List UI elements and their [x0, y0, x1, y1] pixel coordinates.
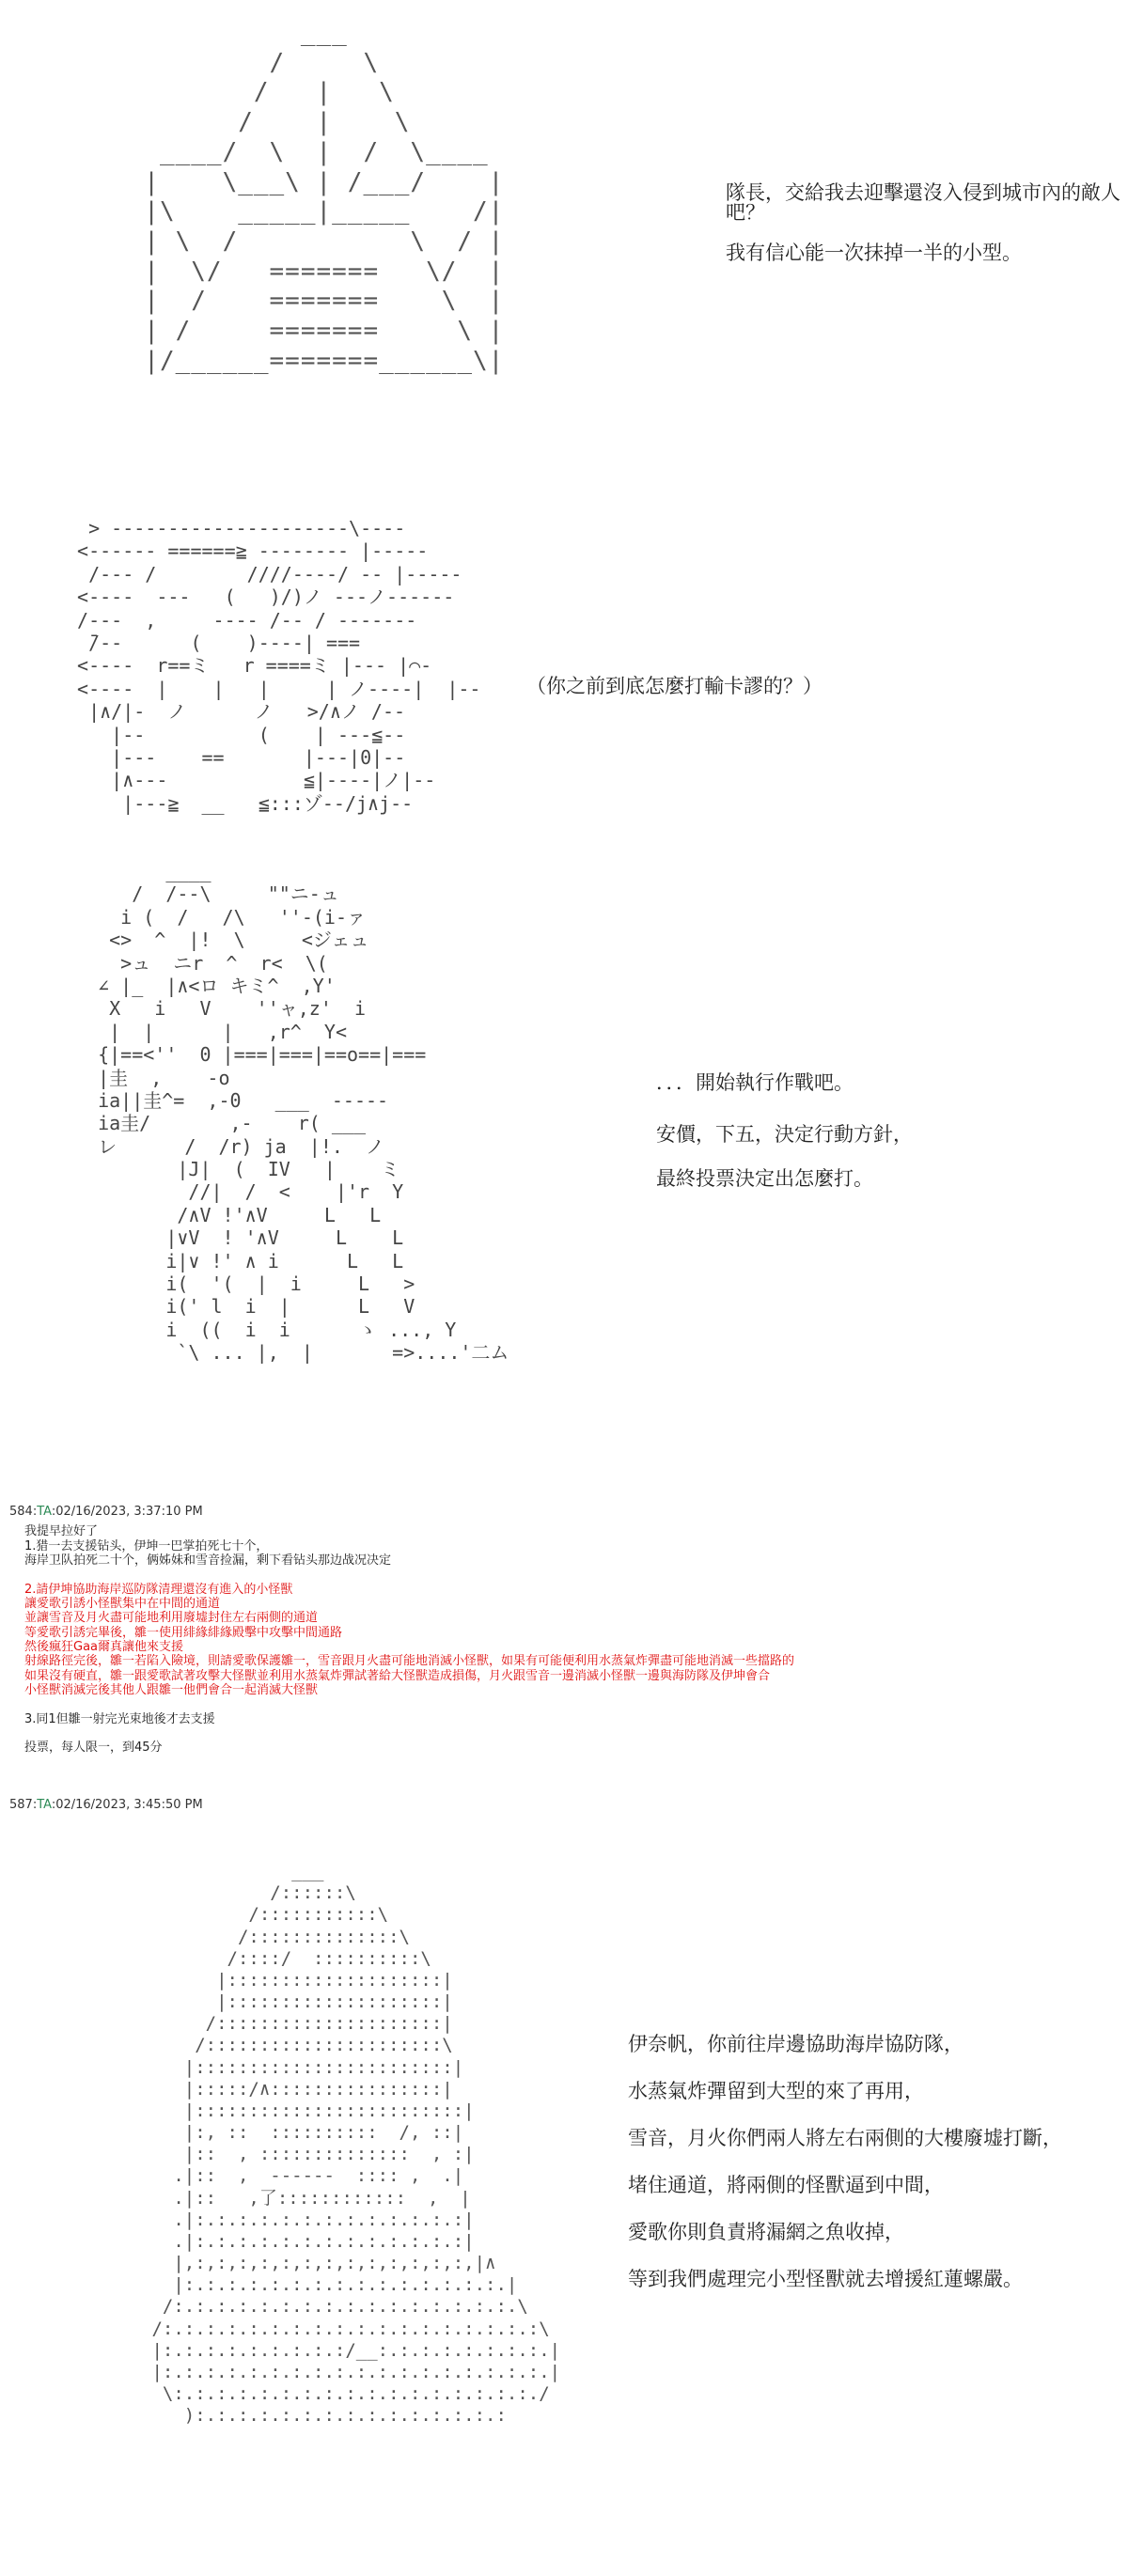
post-line: 投票，每人限一，到45分 — [24, 1741, 163, 1756]
dialog-line: 最終投票決定出怎麼打。 — [656, 1167, 873, 1190]
post-line: 然後瘋狂Gaa爾真讓他來支援 — [24, 1639, 184, 1654]
dialog-line: 隊長，交給我去迎擊還沒入侵到城市內的敵人吧？ — [726, 181, 1120, 224]
post-line — [24, 1568, 1119, 1582]
dialog-panel-1 — [726, 183, 1128, 263]
post-line: 如果沒有硬直，雛一跟愛歌試著攻擊大怪獸並利用水蒸氣炸彈試著給大怪獸造成損傷，月火跟雪音一邊消滅小怪獸一邊與海防隊及伊坤會合 — [24, 1668, 771, 1683]
post-line — [24, 1697, 1119, 1711]
dialog-line: 雪音，月火你們兩人將左右兩側的大樓廢墟打斷， — [628, 2127, 1062, 2149]
post-number: 584: — [9, 1505, 38, 1519]
post-datetime: :02/16/2023, 3:37:10 PM — [51, 1505, 203, 1519]
dialog-line: 安價，下五，決定行動方針， — [656, 1123, 913, 1146]
post-line: 並讓雪音及月火盡可能地利用廢墟封住左右兩側的通道 — [24, 1611, 319, 1626]
post-line: 2.請伊坤協助海岸巡防隊清理還沒有進入的小怪獸 — [24, 1582, 293, 1597]
dialog-line: 等到我們處理完小型怪獸就去增援紅蓮螺嚴。 — [628, 2268, 1023, 2290]
post-line: 3.同1但雛一射完光束地後才去支援 — [24, 1711, 215, 1726]
dialog-line: 伊奈帆，你前往岸邊協助海岸協防隊， — [628, 2033, 964, 2055]
post-body — [9, 1524, 1119, 1755]
ascii-art-character-with-gun: ____ / /--\ ""ニ-ュ i ( / /\ ''-(i-ァ <> ^ |! \ <ジェュ >ュ ニr ^ r< \( ∠ |_ |∧<ロ キミ^ ,Y' X i V ''ャ,z' i | | | ,r^ Y< {|==<'' 0 |===|===|==o==|=== |圭 , -o ia||圭^= ,-0 ___ ----- ia圭/ ,- r( ___ レ / /r) ja |!. ノ |J| ( IV | ミ //| / < |'r Y /∧V !'∧V L L |∨V ! '∧V L L i|∨ !' ∧ i L L i( '( | i L > i(' l i | L V i (( i i ゝ ..., Y `\ ... |, | =>....'二ム — [98, 860, 509, 1365]
dialog-panel-3 — [656, 1073, 913, 1189]
post-header — [9, 1798, 1119, 1812]
panel-2 — [0, 498, 1128, 836]
post-584 — [9, 1505, 1119, 1756]
post-587 — [9, 1798, 1119, 1818]
dialog-panel-2 — [526, 677, 822, 696]
dialog-line: 水蒸氣炸彈留到大型的來了再用， — [628, 2080, 924, 2102]
panel-3 — [0, 846, 1128, 1485]
poster-name[interactable]: TA — [37, 1505, 52, 1519]
post-line: 等愛歌引誘完畢後，雛一使用緋緣緋緣殿擊中攻擊中間通路 — [24, 1625, 343, 1640]
panel-1 — [0, 0, 1128, 489]
dialog-line: 我有信心能一次抹掉一半的小型。 — [726, 242, 1022, 264]
poster-name[interactable]: TA — [37, 1798, 52, 1812]
ascii-art-face: > ---------------------\---- <------ ======≧ -------- |----- /--- / ////----/ -- |----- <---- --- ( )/)ノ ---ノ------ /--- , ---- /-- / ------- ̄/-- ( )----| === <---- r==ミ r ====ミ |--- |⌒- <---- | | | | ノ----| |-- |∧/|- ノ ノ >/∧ノ /-- |-- ( | ---≦-- |--- == |---|0|-- |∧--- ≦|----|ノ|-- |---≧ __ ≦:::ゾ--/j∧j-- — [77, 517, 481, 815]
dialog-line: 堵住通道，將兩側的怪獸逼到中間， — [628, 2174, 944, 2196]
post-line: 1.猎一去支援钻头，伊坤一巴掌拍死七十个， — [24, 1538, 269, 1553]
post-datetime: :02/16/2023, 3:45:50 PM — [51, 1798, 203, 1812]
panel-4 — [0, 1842, 1128, 2576]
post-header — [9, 1505, 1119, 1519]
post-number: 587: — [9, 1798, 38, 1812]
ascii-art-robot: ___ / \ / | \ / | \ ____/ \ | / \____ | \___\ | /___/ | |\ _____|_____ /| | \ / \ / | | \/ ======= \/ | | / ======= \ | | / ======= \ | |/______=======______\| — [144, 19, 505, 375]
post-line: 讓愛歌引誘小怪獸集中在中間的通道 — [24, 1596, 221, 1611]
post-line: 我提早拉好了 — [24, 1524, 99, 1539]
dialog-line: （你之前到底怎麼打輸卡謬的？） — [526, 675, 822, 697]
post-line: 小怪獸消滅完後其他人跟雛一他們會合一起消滅大怪獸 — [24, 1682, 319, 1697]
dialog-panel-4 — [628, 2035, 1062, 2289]
dialog-line: 愛歌你則負責將漏網之魚收掉， — [628, 2221, 904, 2243]
post-line: 射線路徑完後，雛一若陷入險境，則請愛歌保護雛一，雪音跟月火盡可能地消滅小怪獸，如果有可能便利用水蒸氣炸彈盡可能地消滅一些擋路的 — [24, 1654, 795, 1669]
post-line — [24, 1726, 1119, 1741]
ascii-art-cloaked-figure: ___ /::::::\ /:::::::::::\ /::::::::::::::\ /::::/ ::::::::::\ |::::::::::::::::::::| |::::::::::::::::::::| /:::::::::::::::::::::| /::::::::::::::::::::::\ |::::::::::::::::::::::::| |:::::/∧::::::::::::::::| |:::::::::::::::::::::::::| |:, :: :::::::::: /, ::| |:: , :::::::::::::: , :| .|:: , ------ :::: , .| .|:: ,了:::::::::::: , | .|:.:.:.:.:.:.:.:.:.:.:.:.:| .|:.:.:.:.:.:.:.:.:.:.:.:.:| |,:,:,:,:,:,:,:,:,:,:,:,:,:,|∧ |:.:.:.:.:.:.:.:.:.:.:.:.:.:.:.| /:.:.:.:.:.:.:.:.:.:.:.:.:.:.:.:.\ /:.:.:.:.:.:.:.:.:.:.:.:.:.:.:.:.:.:\ |:.:.:.:.:.:.:.:.:/__:.:.:.:.:.:.:.:.| |:.:.:.:.:.:.:.:.:.:.:.:.:.:.:.:.:.:.| \:.:.:.:.:.:.:.:.:.:.:.:.:.:.:.:.:./ ):.:.:.:.:.:.:.:.:.:.:.:.:.:.: — [151, 1861, 561, 2427]
dialog-line: ．．．開始執行作戰吧。 — [656, 1071, 854, 1094]
post-line: 海岸卫队拍死二十个，俩姊妹和雪音捡漏，剩下看钻头那边战况决定 — [24, 1553, 392, 1568]
